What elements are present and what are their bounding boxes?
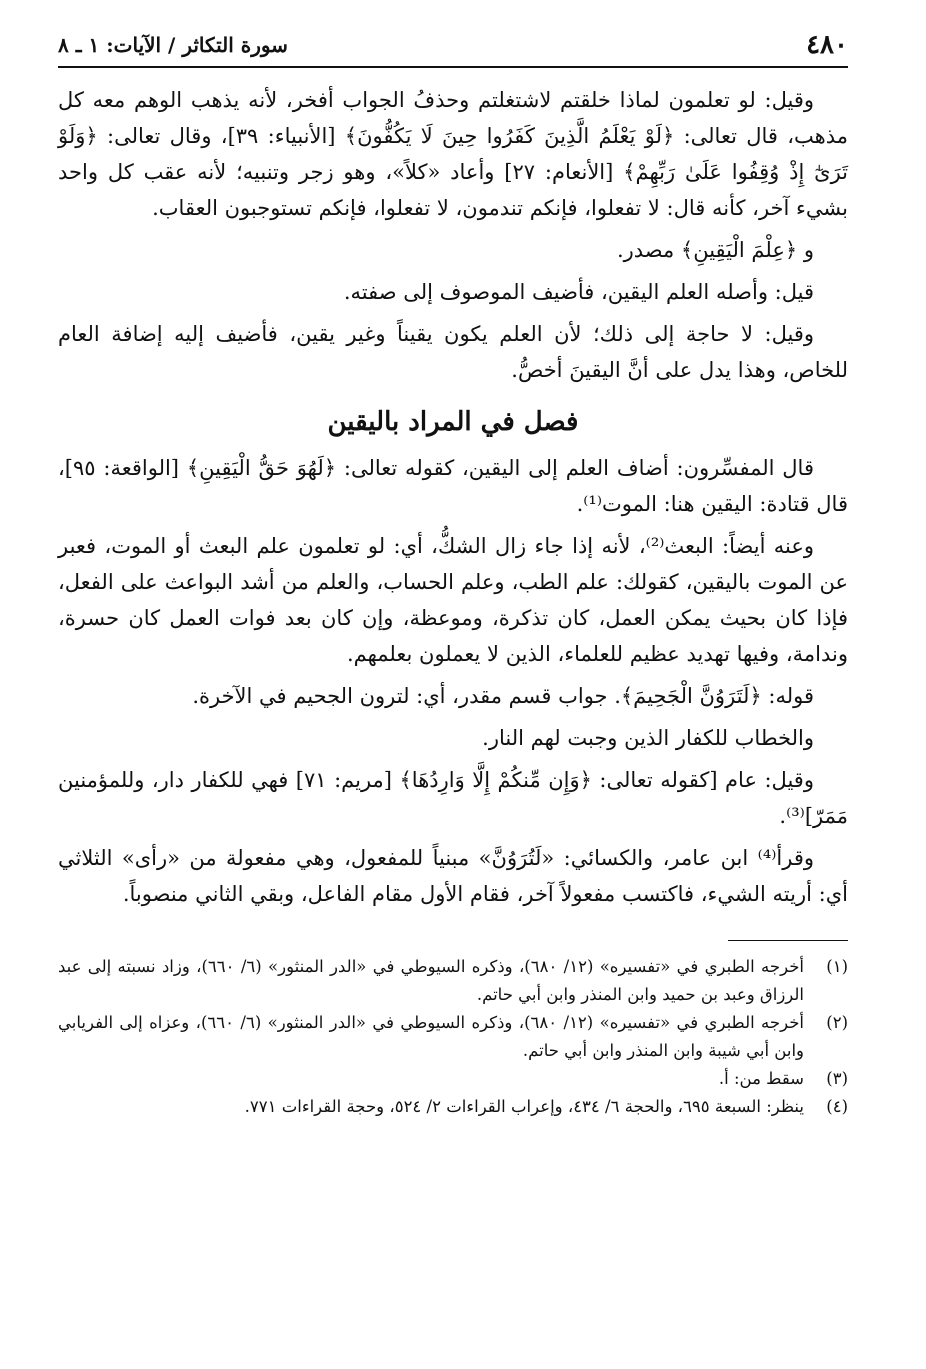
paragraph: قيل: وأصله العلم اليقين، فأضيف الموصوف إلى صفته. bbox=[343, 280, 814, 304]
main-text bbox=[58, 82, 848, 912]
footnote bbox=[58, 1009, 848, 1065]
footnote bbox=[58, 1065, 848, 1093]
section-heading: فصل في المراد باليقين bbox=[327, 407, 579, 437]
footnote-text: أخرجه الطبري في «تفسيره» (١٢/ ٦٨٠)، وذكره السيوطي في «الدر المنثور» (٦/ ٦٦٠)، وعزاه إلى الفريابي وابن أبي شيبة وابن المنذر وابن أبي حاتم. bbox=[58, 1013, 804, 1060]
paragraph: قوله: ﴿لَتَرَوُنَّ الْجَحِيمَ﴾. جواب قسم مقدر، أي: لترون الجحيم في الآخرة. bbox=[192, 684, 814, 708]
page-header bbox=[58, 28, 848, 68]
page-number: ٤٨٠ bbox=[806, 30, 848, 60]
footnotes bbox=[58, 940, 848, 1121]
footnote bbox=[58, 953, 848, 1009]
footnote-separator bbox=[728, 940, 848, 941]
footnote-text: أخرجه الطبري في «تفسيره» (١٢/ ٦٨٠)، وذكره السيوطي في «الدر المنثور» (٦/ ٦٦٠)، وزاد نسبته إلى عبد الرزاق وعبد بن حميد وابن المنذر وابن أبي حاتم. bbox=[58, 957, 804, 1004]
paragraph: وقيل: لا حاجة إلى ذلك؛ لأن العلم يكون يقيناً وغير يقين، فأضيف إليه إضافة العام للخاص، وهذا يدل على أنَّ اليقينَ أخصُّ. bbox=[58, 322, 848, 382]
paragraph: والخطاب للكفار الذين وجبت لهم النار. bbox=[482, 726, 814, 750]
paragraph: وقيل: عام [كقوله تعالى: ﴿وَإِن مِّنكُمْ إِلَّا وَارِدُهَا﴾ [مريم: ٧١] فهي للكفار دار، وللمؤمنين مَمَرّ]⁽³⁾. bbox=[58, 768, 848, 828]
footnote-number: (٤) bbox=[826, 1097, 848, 1116]
footnote-number: (٣) bbox=[826, 1069, 848, 1088]
paragraph: قال المفسِّرون: أضاف العلم إلى اليقين، كقوله تعالى: ﴿لَهُوَ حَقُّ الْيَقِينِ﴾ [الواقعة: ٩٥]، قال قتادة: اليقين هنا: الموت⁽¹⁾. bbox=[58, 456, 848, 516]
footnote-number: (١) bbox=[826, 957, 848, 976]
footnote-text: سقط من: أ. bbox=[718, 1069, 804, 1088]
paragraph: وعنه أيضاً: البعث⁽²⁾، لأنه إذا جاء زال الشكُّ، أي: لو تعلمون علم البعث أو الموت، فعبر عن الموت باليقين، كقولك: علم الطب، وعلم الحساب، والعلم من أشد البواعث على الفعل، فإذا كان بحيث يمكن العمل، كان تذكرة، وموعظة، وإن كان بعد فوات العمل كان حسرة، وندامة، وفيها تهديد عظيم للعلماء، الذين لا يعملون بعلمهم. bbox=[58, 534, 848, 666]
book-page bbox=[58, 28, 848, 1121]
footnote-text: ينظر: السبعة ٦٩٥، والحجة ٦/ ٤٣٤، وإعراب القراءات ٢/ ٥٢٤، وحجة القراءات ٧٧١. bbox=[244, 1097, 804, 1116]
paragraph: و ﴿عِلْمَ الْيَقِينِ﴾ مصدر. bbox=[616, 238, 814, 262]
footnote-number: (٢) bbox=[826, 1013, 848, 1032]
footnote bbox=[58, 1093, 848, 1121]
paragraph: وقيل: لو تعلمون لماذا خلقتم لاشتغلتم وحذفُ الجواب أفخر، لأنه يذهب الوهم معه كل مذهب، قال تعالى: ﴿لَوْ يَعْلَمُ الَّذِينَ كَفَرُوا حِينَ لَا يَكُفُّونَ﴾ [الأنبياء: ٣٩]، وقال تعالى: ﴿وَلَوْ تَرَىٰٓ إِذْ وُقِفُوا عَلَىٰ رَبِّهِمْ﴾ [الأنعام: ٢٧] وأعاد «كلاً»، وهو زجر وتنبيه؛ لأنه عقب كل واحد بشيء آخر، كأنه قال: لا تفعلوا، فإنكم تندمون، لا تفعلوا، فإنكم تستوجبون العقاب. bbox=[58, 88, 849, 220]
running-title: سورة التكاثر / الآيات: ١ ـ ٨ bbox=[58, 33, 288, 57]
paragraph: وقرأ⁽⁴⁾ ابن عامر، والكسائي: «لَتُرَوُنَّ» مبنياً للمفعول، وهي مفعولة من «رأى» الثلاثي أي: أريته الشيء، فاكتسب مفعولاً آخر، فقام الأول مقام الفاعل، وبقي الثاني منصوباً. bbox=[58, 846, 848, 906]
